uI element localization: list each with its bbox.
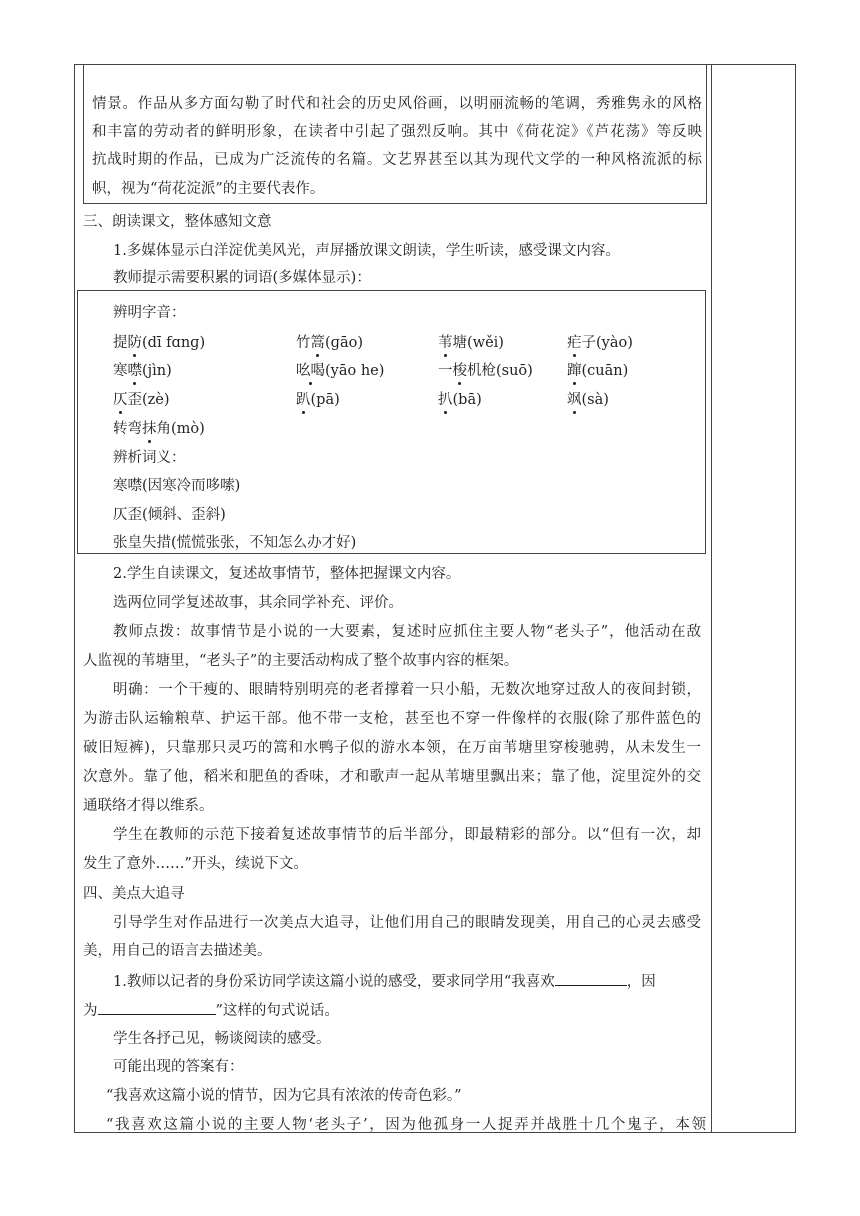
vocab-item: 竹篙(ɡāo) (296, 335, 363, 351)
vocab-item: 蹿(cuān) (567, 363, 629, 379)
answer-1: “我喜欢这篇小说的情节，因为它具有浓浓的传奇色彩。” (106, 1088, 462, 1104)
meaning-item-2: 仄歪(倾斜、歪斜) (113, 507, 226, 523)
possible-answers-title: 可能出现的答案有： (113, 1059, 244, 1075)
teacher-hint: 教师提示需要积累的词语(多媒体显示)： (113, 270, 371, 286)
notes-column-divider (711, 64, 712, 1133)
intro-line-3: 抗战时期的作品，已成为广泛流传的名篇。文艺界甚至以其为现代文学的一种风格流派的标 (92, 152, 702, 168)
clarify-line-2: 为游击队运输粮草、护运干部。他不带一支枪，甚至也不穿一件像样的衣服(除了那件蓝色的 (83, 711, 701, 727)
section-4-item-1-line-1: 1.教师以记者的身份采访同学读这篇小说的感受，要求同学用“我喜欢 ，因 (113, 971, 656, 992)
clarify-line-5: 通联络才得以维系。 (83, 798, 214, 814)
vocab-item-mo: 转弯抹角(mò) (113, 421, 205, 437)
intro-line-1: 情景。作品从多方面勾勒了时代和社会的历史风俗画，以明丽流畅的笔调，秀雅隽永的风格 (92, 96, 702, 112)
teacher-point-line-2: 人监视的苇塘里，“老头子”的主要活动构成了整个故事内容的框架。 (83, 653, 519, 669)
students-express: 学生各抒己见，畅谈阅读的感受。 (113, 1031, 331, 1047)
vocab-item: 提防(dī fɑnɡ) (113, 335, 206, 351)
fill-blank-2 (98, 1000, 216, 1015)
meaning-title: 辨析词义： (113, 450, 186, 466)
pronunciation-title: 辨明字音： (113, 305, 186, 321)
select-students: 选两位同学复述故事，其余同学补充、评价。 (113, 595, 403, 611)
intro-line-2: 和丰富的劳动者的鲜明形象，在读者中引起了强烈反响。其中《荷花淀》《芦花荡》等反映 (92, 124, 702, 140)
vocab-item: 寒噤(jìn) (113, 363, 172, 379)
vocab-item: 趴(pā) (296, 392, 340, 408)
clarify-line-1: 明确：一个干瘦的、眼睛特别明亮的老者撑着一只小船，无数次地穿过敌人的夜间封锁， (113, 682, 701, 698)
meaning-item-3: 张皇失措(慌慌张张，不知怎么办才好) (113, 535, 357, 551)
section-3-item-2: 2.学生自读课文，复述故事情节，整体把握课文内容。 (113, 566, 461, 582)
clarify-line-3: 破旧短裤)，只靠那只灵巧的篙和水鸭子似的游水本领，在万亩苇塘里穿梭驰骋，从未发生一 (83, 740, 701, 756)
vocab-item: 扒(bā) (438, 392, 482, 408)
vocab-item: 飒(sà) (567, 392, 609, 408)
student-retell-line-2: 发生了意外……”开头，续说下文。 (83, 856, 308, 872)
teacher-point-line-1: 教师点拨：故事情节是小说的一大要素，复述时应抓住主要人物“老头子”，他活动在敌 (113, 624, 701, 640)
section-4-item-1-line-2: 为 ”这样的句式说话。 (83, 1000, 339, 1021)
section-4-heading: 四、美点大追寻 (83, 886, 185, 902)
guide-line-2: 美，用自己的语言去描述美。 (83, 943, 272, 959)
vocab-item: 吆喝(yāo he) (296, 363, 385, 379)
vocab-item: 苇塘(wěi) (438, 335, 504, 351)
section-3-heading: 三、朗读课文，整体感知文意 (83, 214, 272, 230)
meaning-item-1: 寒噤(因寒冷而哆嗦) (113, 478, 241, 494)
section-3-item-1: 1.多媒体显示白洋淀优美风光，声屏播放课文朗读，学生听读，感受课文内容。 (113, 243, 620, 259)
clarify-line-4: 次意外。靠了他，稻米和肥鱼的香味，才和歌声一起从苇塘里飘出来；靠了他，淀里淀外的交 (83, 769, 701, 785)
student-retell-line-1: 学生在教师的示范下接着复述故事情节的后半部分，即最精彩的部分。以“但有一次，却 (113, 827, 701, 843)
vocab-item: 疟子(yào) (567, 335, 633, 351)
vocab-item: 一梭机枪(suō) (438, 363, 533, 379)
guide-line-1: 引导学生对作品进行一次美点大追寻，让他们用自己的眼睛发现美，用自己的心灵去感受 (113, 915, 701, 931)
answer-2: “我喜欢这篇小说的主要人物‘老头子’，因为他孤身一人捉弄并战胜十几个鬼子，本领 (106, 1117, 706, 1133)
intro-line-4: 帜，视为“荷花淀派”的主要代表作。 (92, 181, 325, 197)
fill-blank-1 (555, 971, 627, 986)
vocab-item: 仄歪(zè) (113, 392, 170, 408)
